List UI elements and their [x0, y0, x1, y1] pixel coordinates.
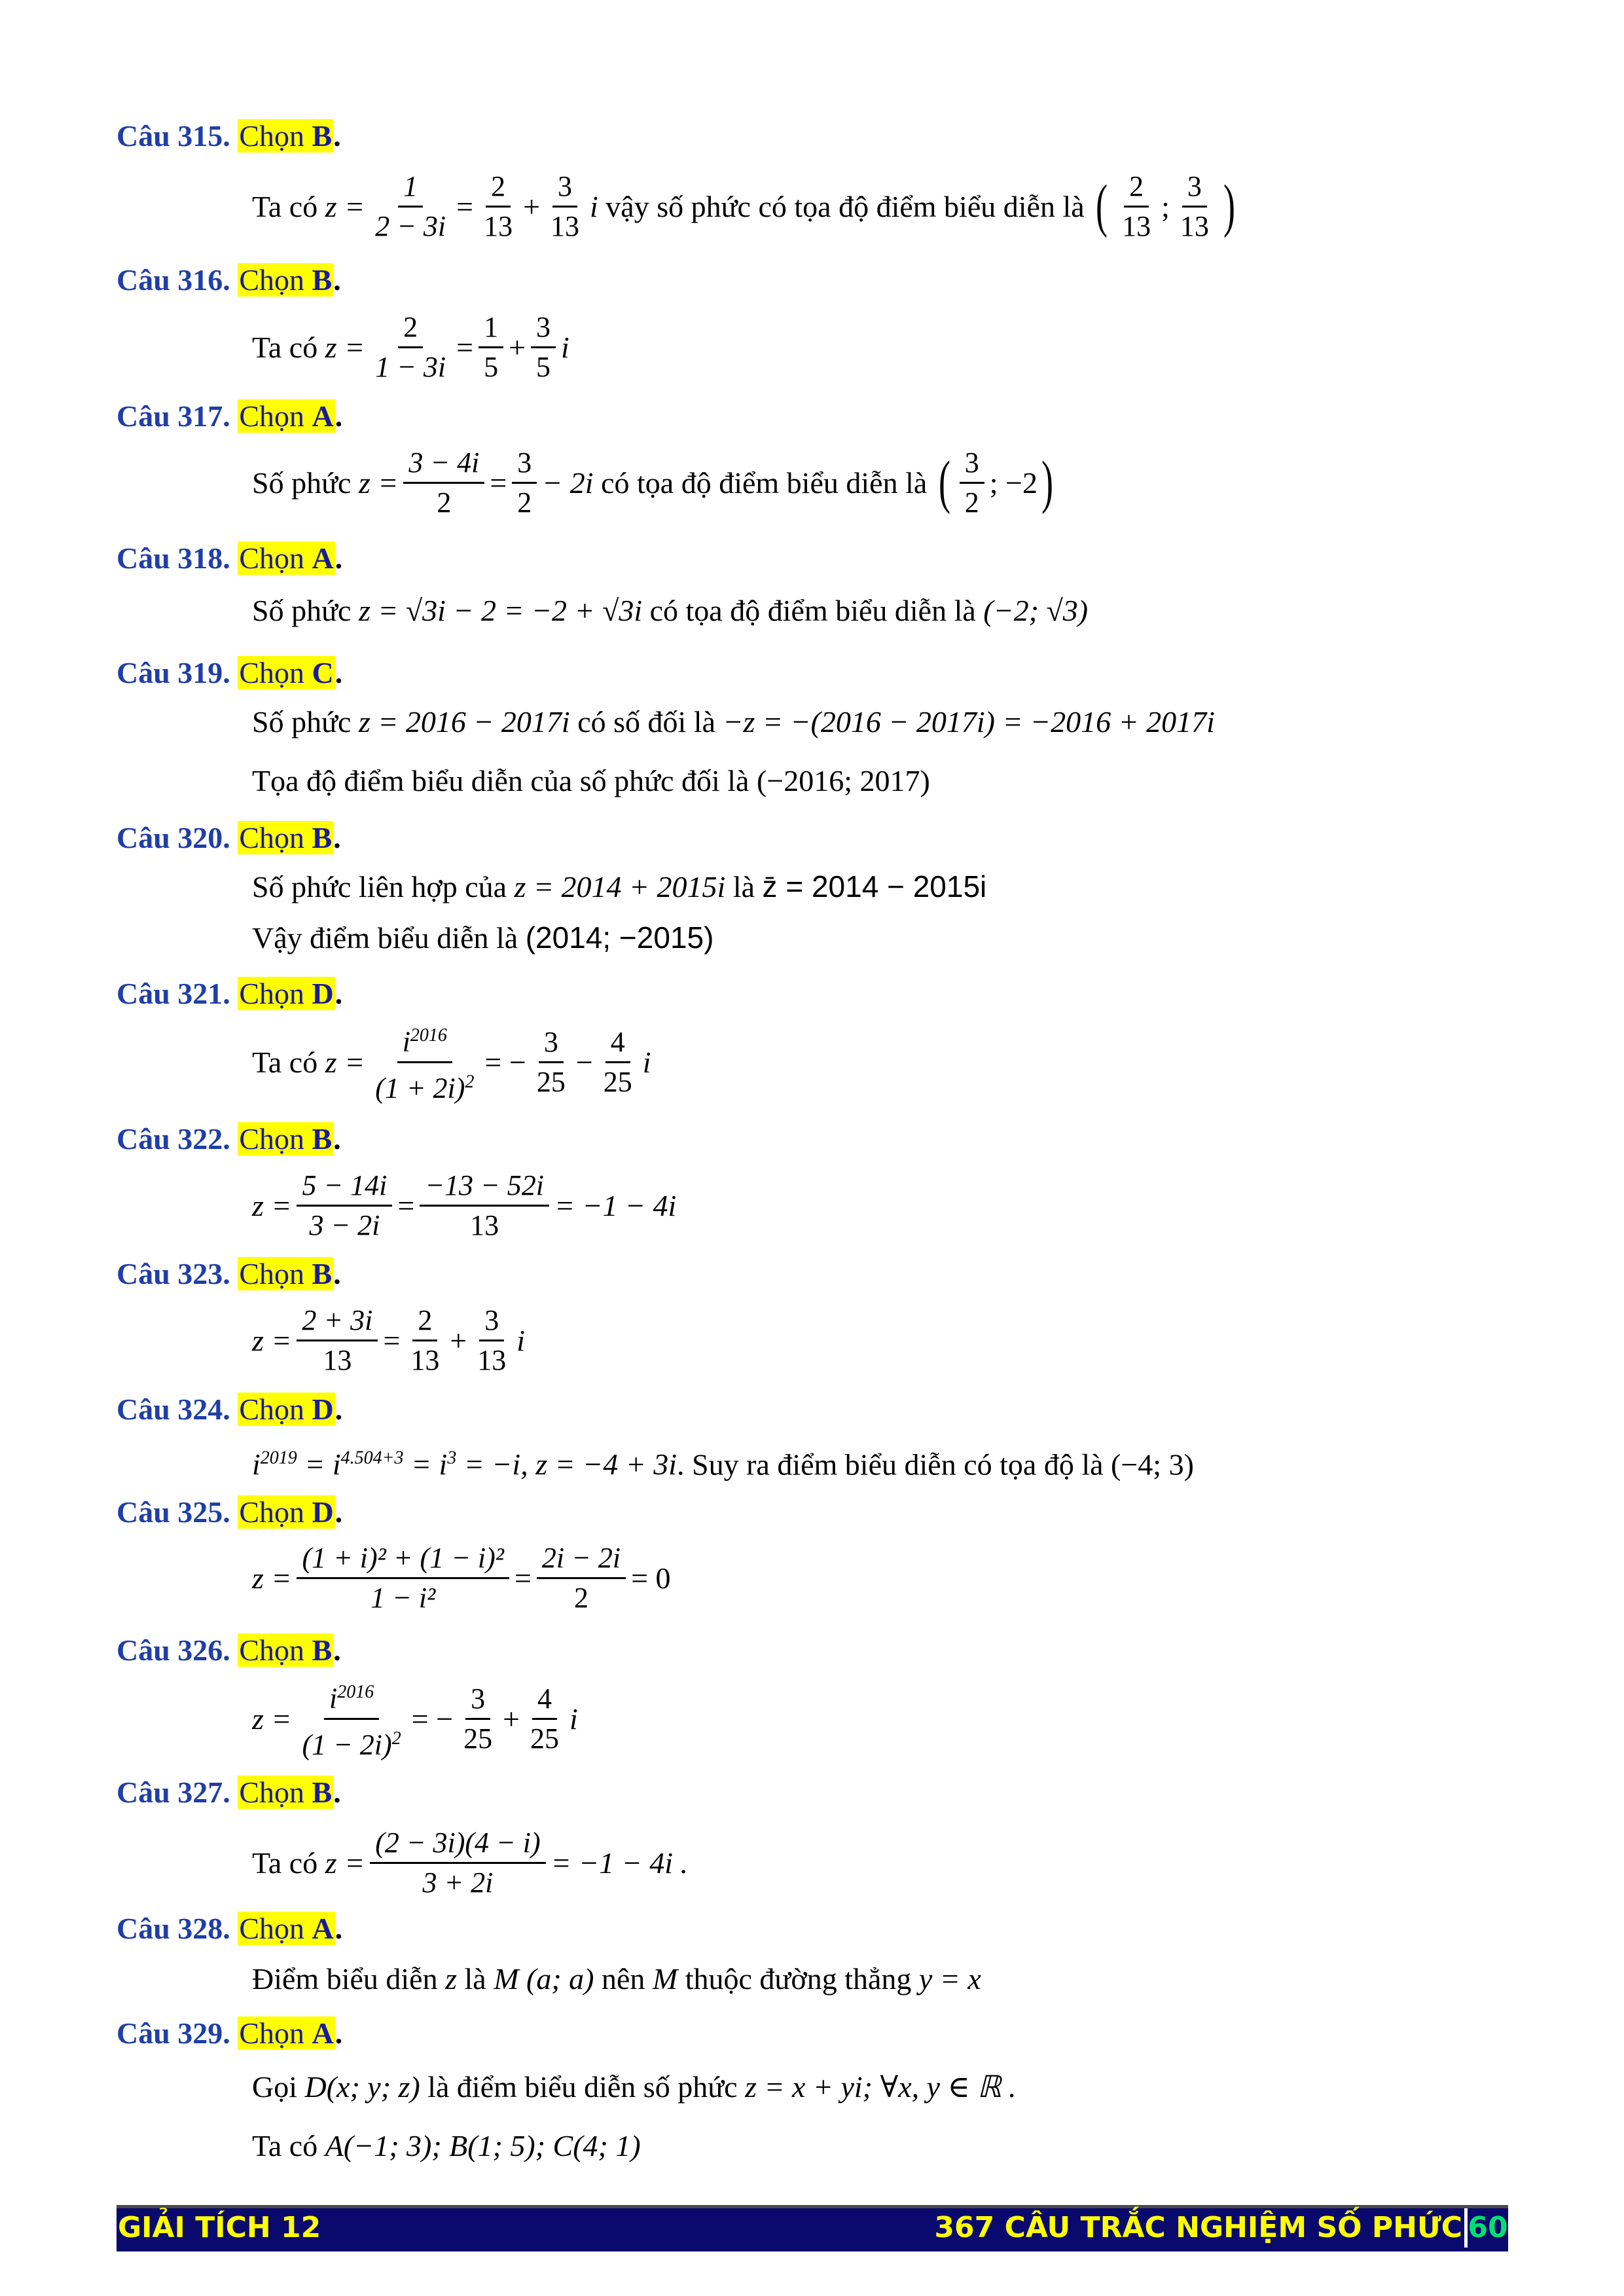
solution-320-line1: Số phức liên hợp của z = 2014 + 2015i là z̄ = 2014 − 2015i: [252, 869, 987, 903]
question-323: Câu 323. Chọn B.: [117, 1257, 341, 1290]
solution-319-line2: Tọa độ điểm biểu diễn của số phức đối là (−2016; 2017): [252, 764, 930, 797]
solution-324: $i^{2019} = i^{4.504+3} = i^3 = -i$, z = −4 + 3i. Suy ra điểm biểu diễn có tọa độ là (−4; 3): [252, 1448, 1194, 1482]
question-318: Câu 318. Chọn A.: [117, 541, 343, 575]
question-329: Câu 329. Chọn A.: [117, 2016, 343, 2050]
question-325: Câu 325. Chọn D.: [117, 1495, 343, 1529]
solution-323: z = $\frac{2 + 3i}{13}$ = $\frac{2}{13}$ + $\frac{3}{13}$ i: [252, 1298, 525, 1383]
page-footer: [117, 2205, 1508, 2251]
page-number: 60: [1464, 2208, 1508, 2248]
question-320: Câu 320. Chọn B.: [117, 821, 341, 854]
solution-325: z = $\frac{\text{(1 + i)² + (1 − i)²}}{\text{1 − i²}}$ = $\frac{2i - 2i}{2}$ = 0: [252, 1535, 671, 1620]
question-326: Câu 326. Chọn B.: [117, 1633, 341, 1667]
solution-327: Ta có z = $\frac{(2 - 3i)(4 - i)}{3 + 2i}$ = −1 − 4i .: [252, 1820, 688, 1905]
solution-329-line1: Gọi D(x; y; z) là điểm biểu diễn số phức z = x + yi; ∀x, y ∈ ℝ .: [252, 2070, 1017, 2104]
solution-326: z = $\frac{i^{2016}}{(1 - 2i)^2}$ = − $\frac{3}{25}$ + $\frac{4}{25}$ i: [252, 1673, 578, 1764]
solution-319-line1: Số phức z = 2016 − 2017i có số đối là −z = −(2016 − 2017i) = −2016 + 2017i: [252, 705, 1215, 738]
question-317: Câu 317. Chọn A.: [117, 399, 343, 433]
question-324: Câu 324. Chọn D.: [117, 1393, 343, 1426]
solution-329-line2: Ta có A(−1; 3); B(1; 5); C(4; 1): [252, 2129, 641, 2162]
question-328: Câu 328. Chọn A.: [117, 1912, 343, 1945]
solution-315: Ta có z = $\frac{1}{2 - 3i}$ = $\frac{2}{13}$ + $\frac{3}{13}$ i vậy số phức có tọa độ điểm biểu diễn là ( $\frac{2}{13}$ ; $\frac{3}{13}$ ): [252, 164, 1239, 249]
question-321: Câu 321. Chọn D.: [117, 977, 343, 1010]
question-315: Câu 315. Chọn B.: [117, 119, 341, 153]
footer-subject: GIẢI TÍCH 12: [118, 2211, 321, 2244]
solution-317: Số phức z = $\frac{3 - 4i}{2}$ = $\frac{3}{2}$ − 2i có tọa độ điểm biểu diễn là ( $\frac{3}{2}$ ; −2 ): [252, 440, 1057, 525]
question-327: Câu 327. Chọn B.: [117, 1776, 341, 1809]
solution-320-line2: Vậy điểm biểu diễn là (2014; −2015): [252, 920, 714, 955]
question-322: Câu 322. Chọn B.: [117, 1122, 341, 1156]
question-316: Câu 316. Chọn B.: [117, 263, 341, 297]
solution-318: Số phức z = √3i − 2 = −2 + √3i có tọa độ điểm biểu diễn là (−2; √3): [252, 594, 1089, 627]
footer-title: 367 CÂU TRẮC NGHIỆM SỐ PHỨC: [934, 2211, 1462, 2244]
solution-322: z = $\frac{5 - 14i}{3 - 2i}$ = $\frac{-13 - 52i}{13}$ = −1 − 4i: [252, 1163, 676, 1248]
solution-328: Điểm biểu diễn z là M (a; a) nên M thuộc đường thẳng y = x: [252, 1962, 981, 1995]
solution-321: Ta có z = $\frac{i^{2016}}{(1 + 2i)^2}$ = − $\frac{3}{25}$ − $\frac{4}{25}$ i: [252, 1018, 651, 1106]
solution-316: Ta có z = $\frac{2}{1 - 3i}$ = $\frac{1}{5}$ + $\frac{3}{5}$ i: [252, 304, 569, 390]
question-319: Câu 319. Chọn C.: [117, 656, 343, 689]
